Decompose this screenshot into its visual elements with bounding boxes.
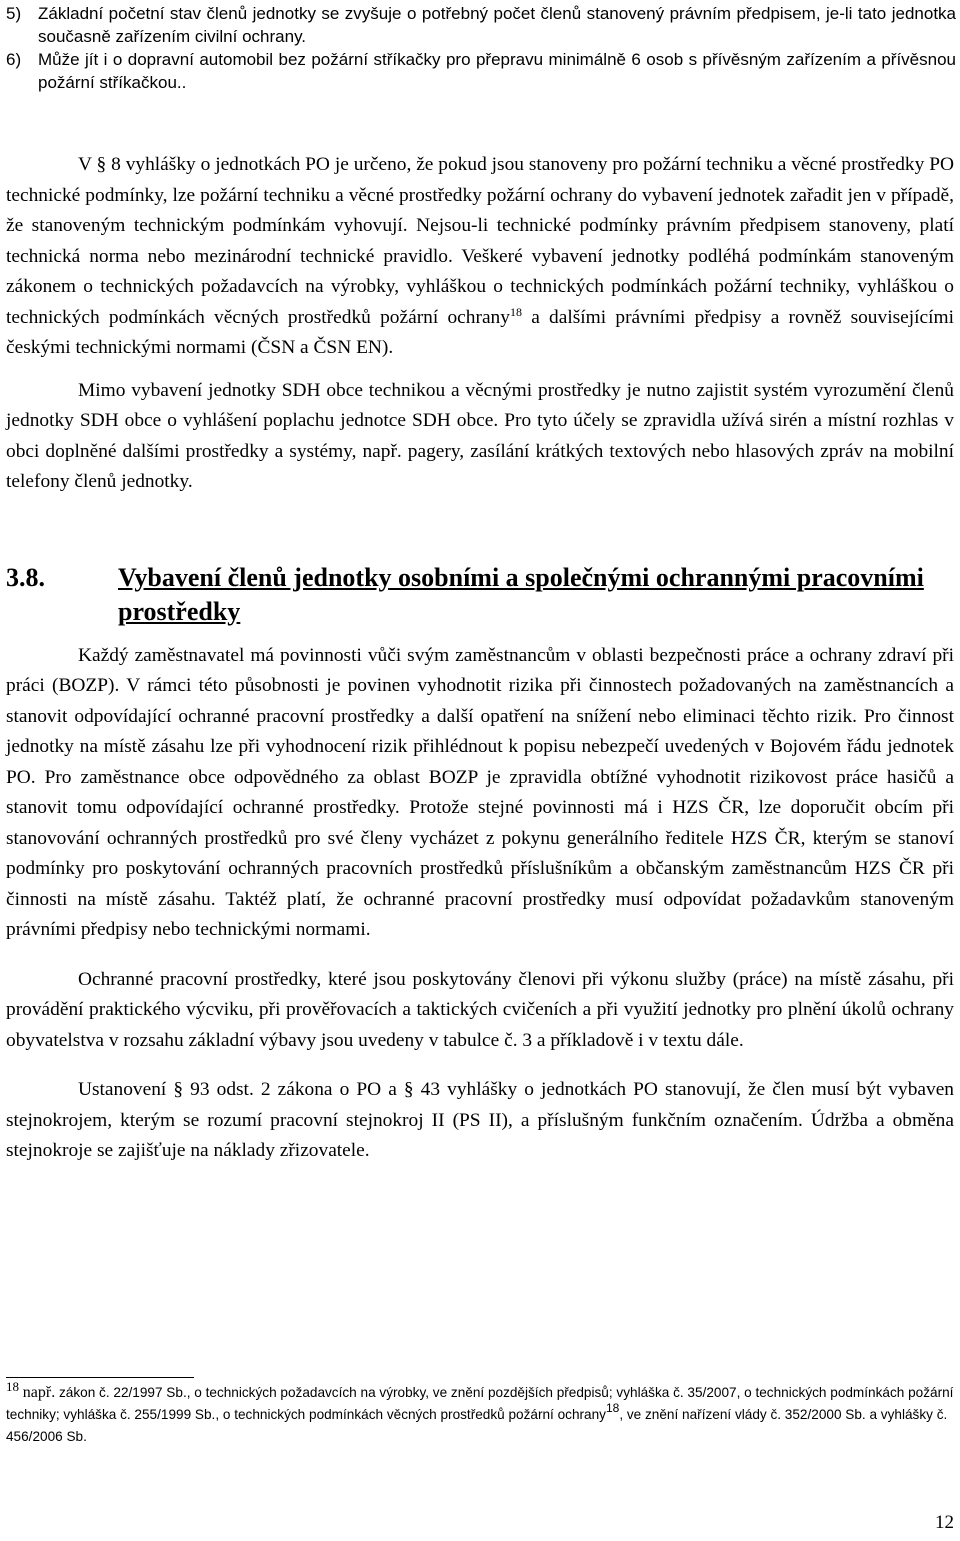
list-item-number: 5) [6,4,22,23]
footnote-lead: např. [22,1384,56,1401]
footnote-mark: 18 [6,1379,19,1394]
section-title: Vybavení členů jednotky osobními a společnými ochrannými pracovními prostředky [118,562,924,626]
list-item-text: Základní početní stav členů jednotky se zvyšuje o potřebný počet členů stanovený právním předpisem, je-li tato jednotka současně zařízením civilní ochrany. [38,4,956,46]
paragraph-text: V § 8 vyhlášky o jednotkách PO je určeno, že pokud jsou stanoveny pro požární techniku a věcné prostředky PO technické podmínky, lze požární techniku a věcné prostředky požární ochrany do vybavení jednotek zařadit jen v případě, že stanoveným technickým podmínkám vyhovují. Nejsou-li technické podmínky právním předpisem stanoveny, platí technická norma nebo mezinárodní technické pravidlo. Veškeré vybavení jednotky podléhá podmínkám stanoveným zákonem o technických požadavcích na výrobky, vyhláškou o technických podmínkách požární techniky, vyhláškou o technických podmínkách věcných prostředků požární ochrany [6,154,954,328]
main-text [6,150,954,1167]
paragraph: Mimo vybavení jednotky SDH obce technikou a věcnými prostředky je nutno zajistit systém vyrozumění členů jednotky SDH obce o vyhlášení poplachu jednotce SDH obce. Pro tyto účely se zpravidla užívá sirén a místní rozhlas v obci doplněné dalšími prostředky a systémy, např. pagery, zasílání krátkých textových nebo hlasových zpráv na mobilní telefony členů jednotky. [6,379,954,492]
paragraph: Každý zaměstnavatel má povinnosti vůči svým zaměstnancům v oblasti bezpečnosti práce a ochrany zdraví při práci (BOZP). V rámci této působnosti je povinen vyhodnotit rizika při činnostech požadovaných na zaměstnancích a stanovit odpovídající ochranné pracovní prostředky a další opatření na snížení nebo eliminaci těchto rizik. Pro činnost jednotky na místě zásahu lze při vyhodnocení rizik přihlédnout k popisu nebezpečí uvedených v Bojovém řádu jednotek PO. Pro zaměstnance obce odpovědného za oblast BOZP je zpravidla obtížné vyhodnotit rizikovost práce hasičů a stanovit tomu odpovídající ochranné prostředky. Protože stejné povinnosti má i HZS ČR, lze doporučit obcím při stanovování ochranných prostředků pro své členy vycházet z pokynu generálního ředitele HZS ČR, kterým se stanoví podmínky pro poskytování ochranných pracovních prostředků příslušníkům a občanským zaměstnancům HZS ČR při činnosti na místě zásahu. Taktéž platí, že ochranné pracovní prostředky musí odpovídat požadavkům stanoveným právními předpisy nebo technickými normami. [6,644,954,940]
section-heading [6,561,954,629]
footnote-separator [6,1377,194,1378]
footnote [6,1379,954,1448]
footnote-reference: 18 [605,1401,620,1415]
paragraph: Ustanovení § 93 odst. 2 zákona o PO a § 43 vyhlášky o jednotkách PO stanovují, že člen musí být vybaven stejnokrojem, kterým se rozumí pracovní stejnokroj II (PS II), a příslušným funkčním označením. Údržba a obměna stejnokroje se zajišťuje na náklady zřizovatele. [6,1079,954,1161]
paragraph-text: a dalšími právními předpisy a rovněž souvisejícími českými technickými normami (ČSN a ČSN EN). [6,306,954,358]
footnote-text: zákon č. 22/1997 Sb., o technických požadavcích na výrobky, ve znění pozdějších předpisů; vyhláška č. 35/2007, o technických podmínkách požární techniky; vyhláška č. 255/1999 Sb., o technických podmínkách věcných prostředků požární ochrany [6,1385,954,1422]
list-item [6,2,956,48]
list-item-text: Může jít i o dopravní automobil bez požární stříkačky pro přepravu minimálně 6 osob s přívěsným zařízením a přívěsnou požární stříkačkou.. [38,50,956,92]
paragraph: Ochranné pracovní prostředky, které jsou poskytovány členovi při výkonu služby (práce) na místě zásahu, při provádění praktického výcviku, při prověřovacích a taktických cvičeních a při využití jednotky pro plnění úkolů ochrany obyvatelstva v rozsahu základní výbavy jsou uvedeny v tabulce č. 3 a příkladově i v textu dále. [6,968,954,1051]
paragraph [6,150,954,364]
list-item-number: 6) [6,50,22,69]
page-number: 12 [935,1512,954,1533]
numbered-list [6,2,956,94]
section-number: 3.8. [6,562,45,592]
footnote-reference: 18 [509,304,522,319]
footnote-text: , ve znění nařízení vlády č. 352/2000 Sb. a vyhlášky č. 456/2006 Sb. [6,1407,948,1444]
list-item [6,48,956,94]
